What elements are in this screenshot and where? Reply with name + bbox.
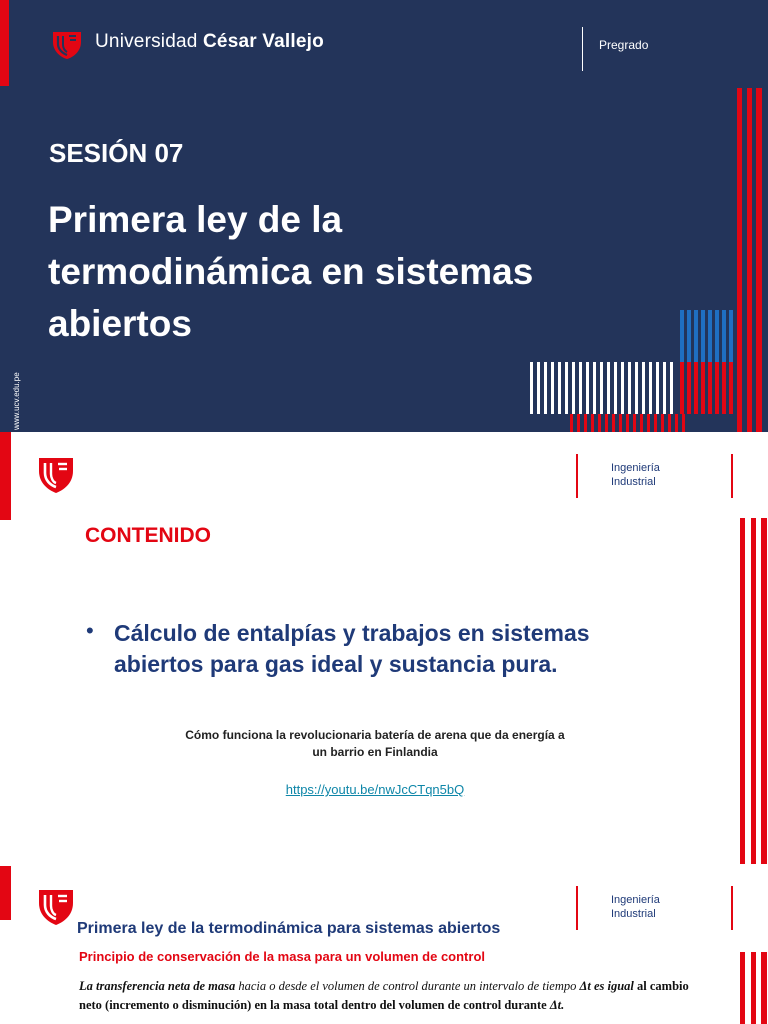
- department-line-1: Ingeniería: [611, 462, 660, 474]
- header-divider: [731, 886, 733, 930]
- slide-subtitle: Principio de conservación de la masa para un volumen de control: [79, 949, 486, 964]
- department-label: [611, 461, 660, 489]
- video-title: Cómo funciona la revolucionaria batería de arena que da energía a un barrio en Finlandia: [185, 728, 565, 759]
- department-line-1: Ingeniería: [611, 894, 660, 906]
- red-accent-bar: [0, 0, 9, 86]
- header-divider: [576, 886, 578, 930]
- video-link[interactable]: https://youtu.be/nwJcCTqn5bQ: [285, 782, 465, 797]
- section-heading: CONTENIDO: [85, 524, 211, 547]
- title-slide: [0, 0, 768, 432]
- content-slide: [0, 866, 768, 1024]
- header-divider: [576, 454, 578, 498]
- ucv-shield-icon: [38, 888, 74, 926]
- level-label: Pregrado: [599, 38, 649, 52]
- header-divider: [731, 454, 733, 498]
- ucv-shield-icon: [38, 456, 74, 494]
- decorative-stripes: [738, 952, 768, 1024]
- decorative-stripes: [520, 80, 768, 432]
- header-divider: [582, 27, 583, 71]
- contents-slide: [0, 432, 768, 864]
- decorative-stripes: [738, 518, 768, 864]
- department-label: [611, 893, 660, 921]
- bullet-marker: •: [86, 618, 94, 643]
- department-line-2: Industrial: [611, 908, 656, 920]
- red-accent-bar: [0, 866, 11, 920]
- session-label: SESIÓN 07: [49, 138, 184, 168]
- university-name: Universidad César Vallejo: [95, 31, 324, 52]
- slide-title: Primera ley de la termodinámica en sistemas abiertos: [48, 199, 534, 344]
- ucv-shield-icon: [52, 30, 82, 60]
- department-line-2: Industrial: [611, 476, 656, 488]
- bullet-item: Cálculo de entalpías y trabajos en sistemas abiertos para gas ideal y sustancia pura.: [114, 620, 590, 677]
- website-url: www.ucv.edu.pe: [12, 372, 21, 430]
- slide-title: Primera ley de la termodinámica para sistemas abiertos: [77, 920, 501, 937]
- red-accent-bar: [0, 432, 11, 520]
- body-paragraph: La transferencia neta de masa hacia o desde el volumen de control durante un intervalo de tiempo Δt es igual al cambio neto (incremento o disminución) en la masa total dentro del volumen de control durante Δt.: [79, 979, 689, 1012]
